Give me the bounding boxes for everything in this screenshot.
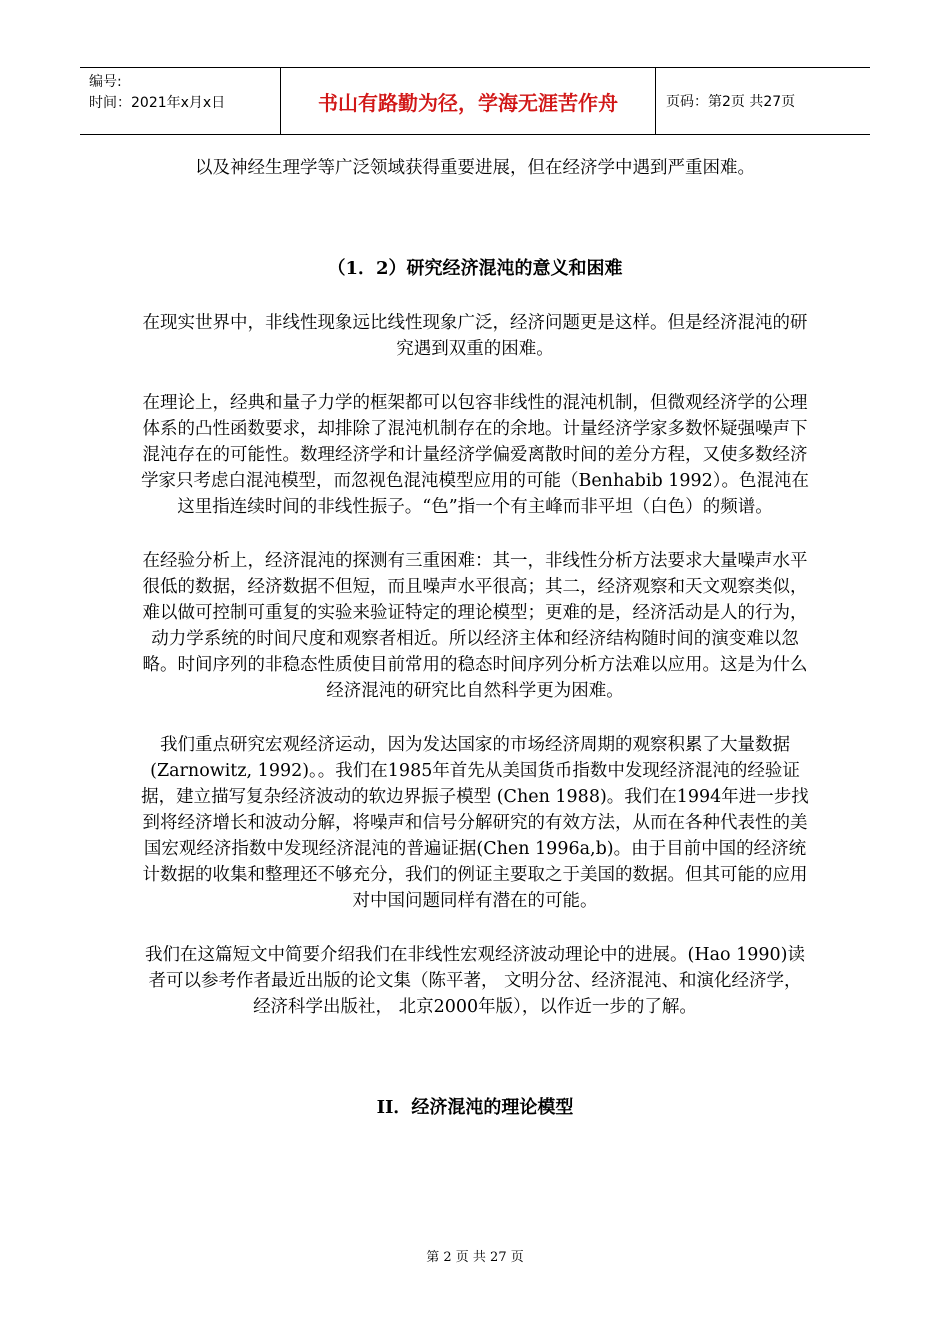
header-motto-cell bbox=[281, 68, 656, 134]
code-label: 编号: bbox=[89, 74, 122, 90]
paragraph: 我们重点研究宏观经济运动，因为发达国家的市场经济周期的观察积累了大量数据(Zarnowitz, 1992)。。我们在1985年首先从美国货币指数中发现经济混沌的经验证据，建立描写复杂经济波动的软边界振子模型 (Chen 1988)。我们在1994年进一步找到将经济增长和波动分解，将噪声和信号分解研究的有效方法，从而在各种代表性的美国宏观经济指数中发现经济混沌的普遍证据(Chen 1996a,b)。由于目前中国的经济统计数据的收集和整理还不够充分，我们的例证主要取之于美国的数据。但其可能的应用对中国问题同样有潜在的可能。 bbox=[141, 735, 809, 911]
footer-page-number: 第 2 页 共 27 页 bbox=[426, 1250, 524, 1265]
paragraph: 我们在这篇短文中简要介绍我们在非线性宏观经济波动理论中的进展。(Hao 1990)读者可以参考作者最近出版的论文集（陈平著， 文明分岔、经济混沌、和演化经济学，经济科学出版社， 北京2000年版），以作近一步的了解。 bbox=[145, 945, 805, 1017]
page-info: 页码：第2页 共27页 bbox=[666, 94, 796, 110]
header-page-cell bbox=[656, 68, 870, 134]
paragraph: 以及神经生理学等广泛领域获得重要进展，但在经济学中遇到严重困难。 bbox=[195, 158, 755, 178]
paragraph: 在理论上，经典和量子力学的框架都可以包容非线性的混沌机制，但微观经济学的公理体系的凸性函数要求，却排除了混沌机制存在的余地。计量经济学家多数怀疑强噪声下混沌存在的可能性。数理经济学和计量经济学偏爱离散时间的差分方程，又使多数经济学家只考虑白混沌模型，而忽视色混沌模型应用的可能（Benhabib 1992）。色混沌在这里指连续时间的非线性振子。“色”指一个有主峰而非平坦（白色）的频谱。 bbox=[140, 393, 810, 517]
section-heading: （1．2）研究经济混沌的意义和困难 bbox=[327, 258, 623, 279]
date-text: 时间：2021年x月x日 bbox=[89, 95, 226, 111]
paragraph: 在经验分析上，经济混沌的探测有三重困难：其一，非线性分析方法要求大量噪声水平很低的数据，经济数据不但短，而且噪声水平很高；其二，经济观察和天文观察类似，难以做可控制可重复的实验来验证特定的理论模型；更难的是，经济活动是人的行为，动力学系统的时间尺度和观察者相近。所以经济主体和经济结构随时间的演变难以忽略。时间序列的非稳态性质使目前常用的稳态时间序列分析方法难以应用。这是为什么经济混沌的研究比自然科学更为困难。 bbox=[142, 551, 808, 701]
header-meta-cell bbox=[80, 68, 281, 134]
motto-text: 书山有路勤为径，学海无涯苦作舟 bbox=[318, 90, 618, 115]
page-footer bbox=[0, 1246, 950, 1265]
paragraph: 在现实世界中，非线性现象远比线性现象广泛，经济问题更是这样。但是经济混沌的研究遇到双重的困难。 bbox=[142, 313, 808, 359]
section-heading: II．经济混沌的理论模型 bbox=[376, 1097, 574, 1118]
page-header bbox=[80, 67, 870, 135]
document-body bbox=[140, 155, 810, 1121]
